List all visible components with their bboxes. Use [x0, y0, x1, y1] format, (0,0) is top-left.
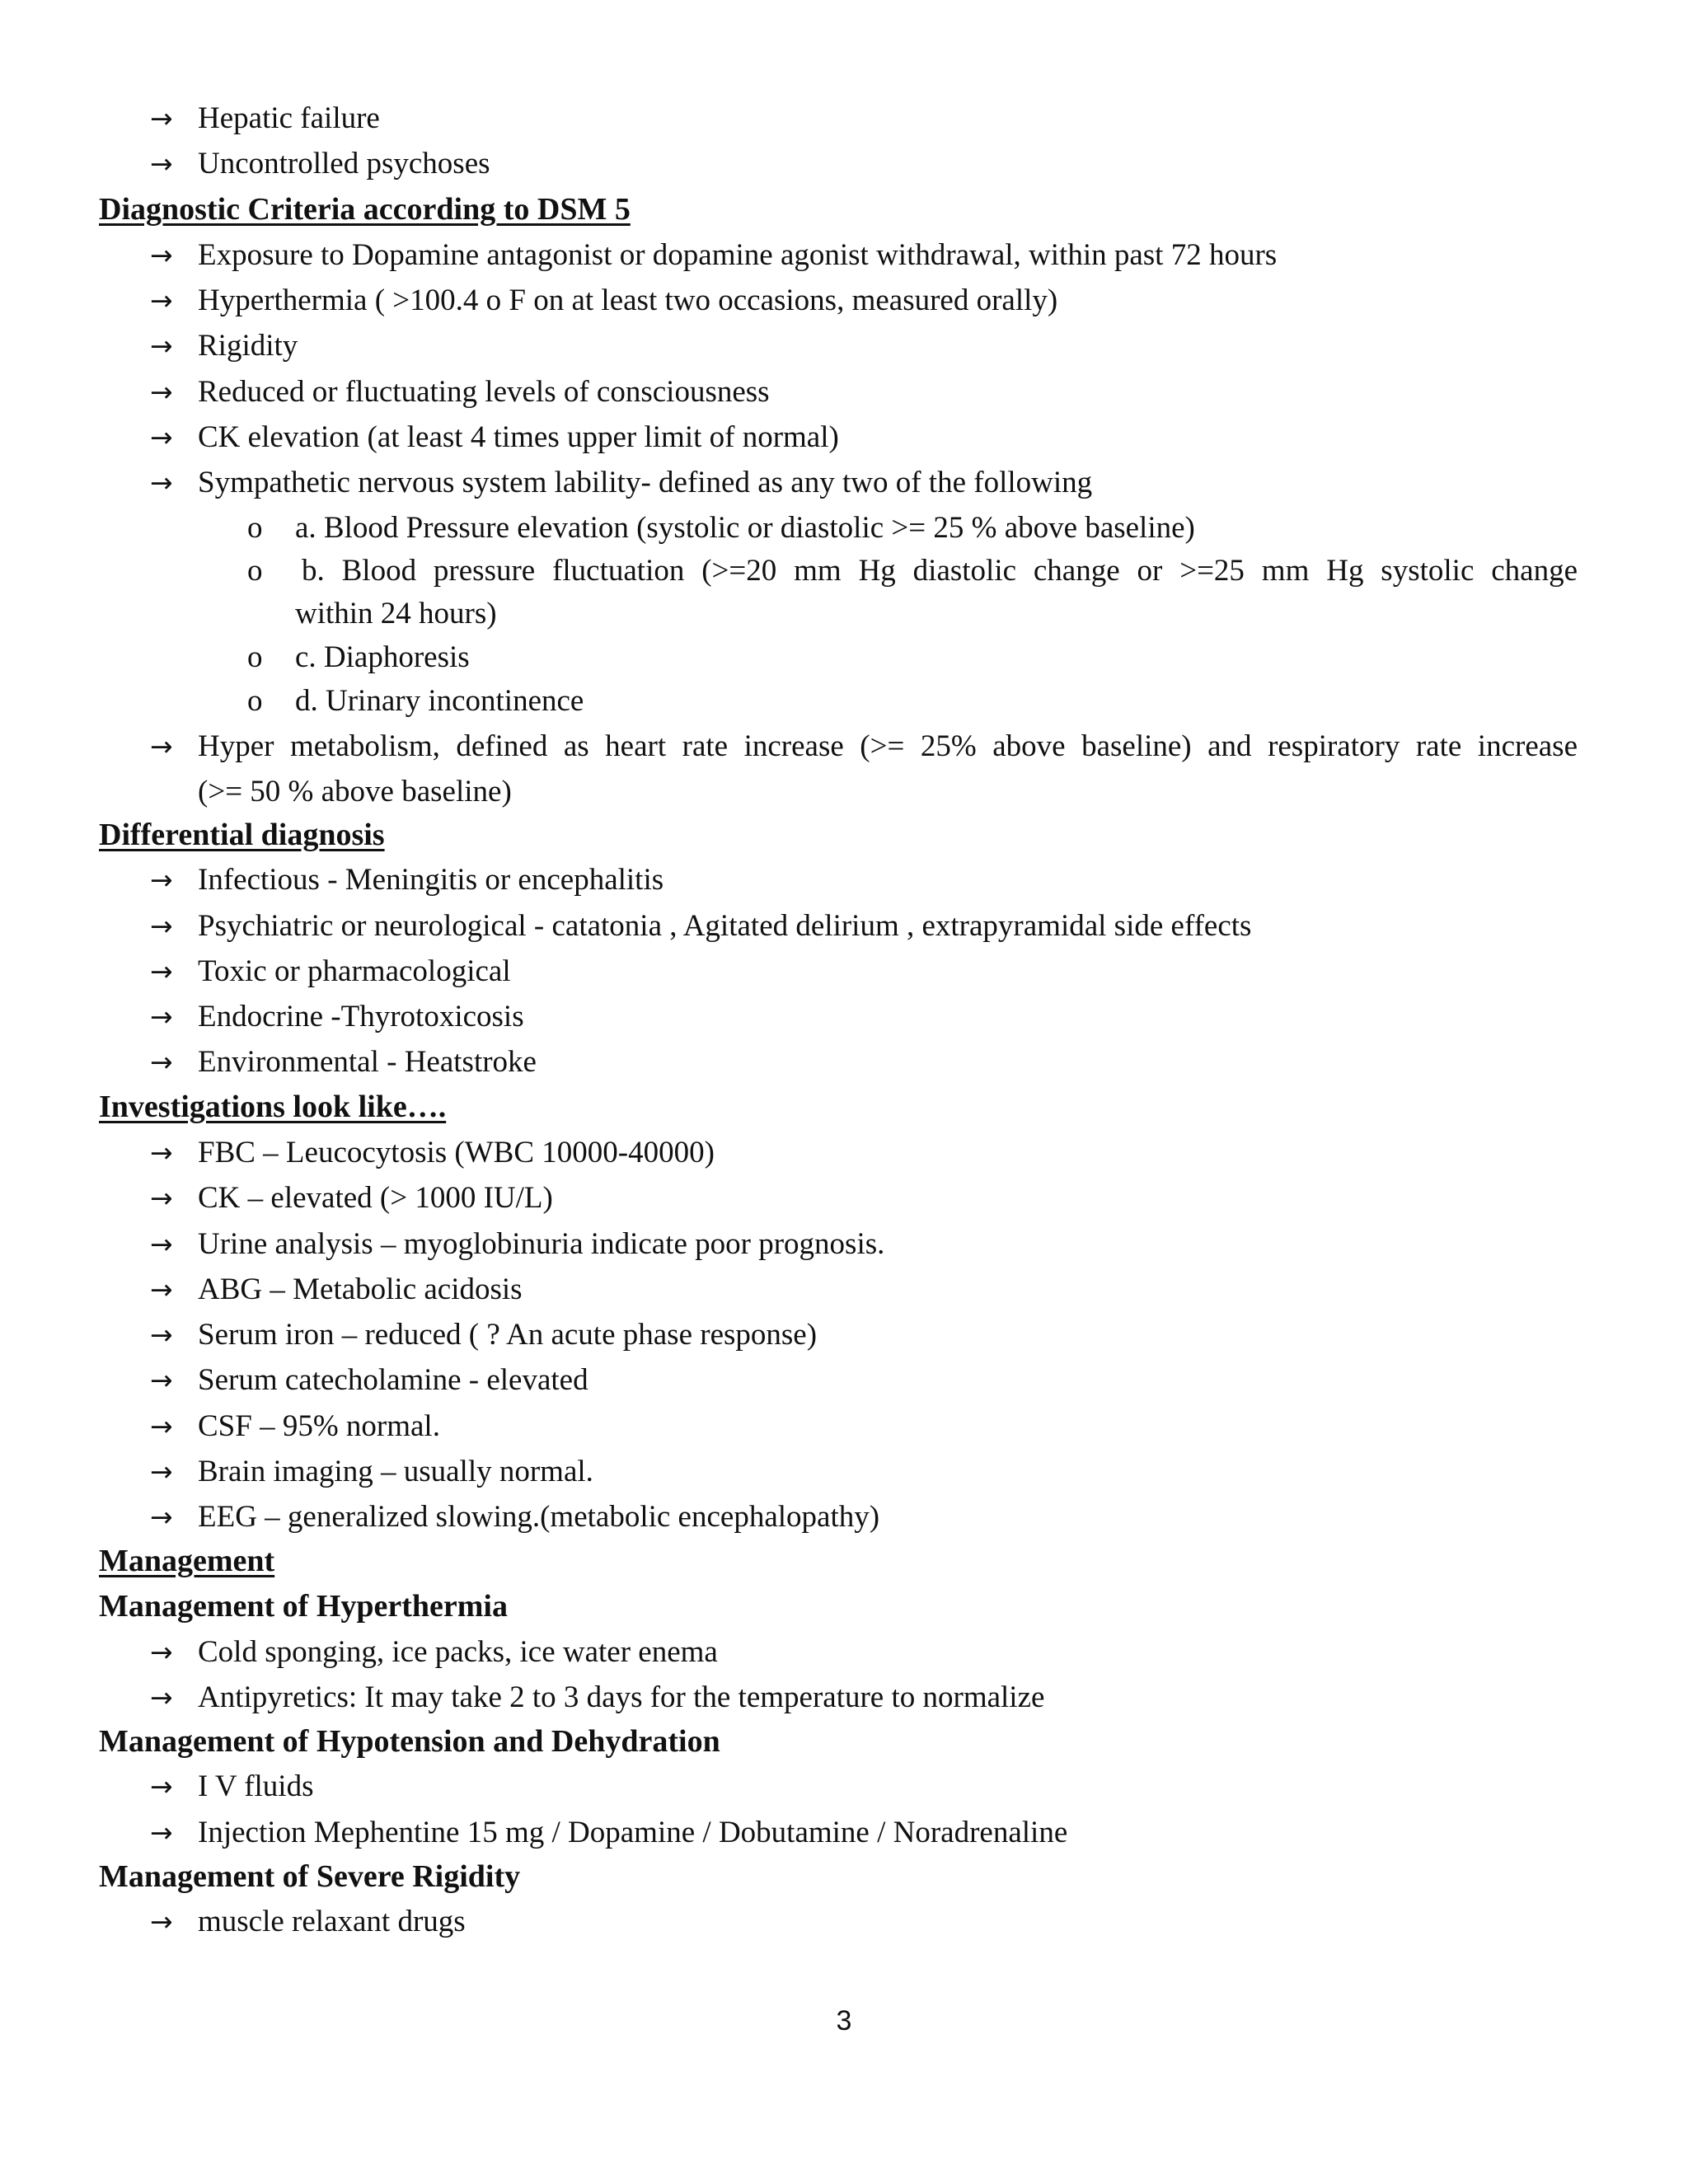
arrow-icon: → [150, 239, 173, 271]
sub-bullet-icon: o [247, 640, 263, 674]
arrow-icon: → [150, 1770, 173, 1802]
list-item: I V fluids [198, 1769, 314, 1803]
list-item: Serum catecholamine - elevated [198, 1363, 588, 1397]
arrow-icon: → [150, 376, 173, 408]
arrow-icon: → [150, 1273, 173, 1305]
arrow-icon: → [150, 1905, 173, 1938]
list-item: Serum iron – reduced ( ? An acute phase response) [198, 1318, 818, 1352]
sub-list-item: c. Diaphoresis [295, 640, 470, 674]
arrow-icon: → [150, 1137, 173, 1169]
section-heading-management: Management [99, 1544, 275, 1578]
arrow-icon: → [150, 1364, 173, 1396]
list-item: Urine analysis – myoglobinuria indicate poor prognosis. [198, 1227, 885, 1261]
arrow-icon: → [150, 1681, 173, 1713]
list-item: Toxic or pharmacological [198, 954, 511, 988]
list-item: Antipyretics: It may take 2 to 3 days for the temperature to normalize [198, 1680, 1045, 1714]
arrow-icon: → [150, 1182, 173, 1214]
arrow-icon: → [150, 102, 173, 134]
arrow-icon: → [150, 910, 173, 942]
arrow-icon: → [150, 1501, 173, 1533]
list-item: Sympathetic nervous system lability- defined as any two of the following [198, 466, 1093, 499]
arrow-icon: → [150, 1046, 173, 1078]
arrow-icon: → [150, 864, 173, 896]
list-item-continuation: (>= 50 % above baseline) [198, 775, 512, 808]
arrow-icon: → [150, 1319, 173, 1351]
list-item: EEG – generalized slowing.(metabolic encephalopathy) [198, 1500, 880, 1534]
list-item: Exposure to Dopamine antagonist or dopamine agonist withdrawal, within past 72 hours [198, 238, 1278, 272]
sub-bullet-icon: o [247, 554, 263, 588]
list-item: CK – elevated (> 1000 IU/L) [198, 1181, 553, 1215]
sub-bullet-icon: o [247, 511, 263, 545]
section-heading-differential: Differential diagnosis [99, 818, 385, 852]
list-item: Uncontrolled psychoses [198, 147, 490, 180]
arrow-icon: → [150, 421, 173, 453]
list-item: Reduced or fluctuating levels of consciousness [198, 375, 770, 409]
arrow-icon: → [150, 730, 173, 762]
list-item: Endocrine -Thyrotoxicosis [198, 1000, 524, 1033]
list-item: Hyper metabolism, defined as heart rate increase (>= 25% above baseline) and respiratory rate increase [198, 729, 1578, 763]
arrow-icon: → [150, 330, 173, 362]
list-item: FBC – Leucocytosis (WBC 10000-40000) [198, 1136, 715, 1169]
arrow-icon: → [150, 1228, 173, 1260]
sub-list-item: d. Urinary incontinence [295, 684, 584, 718]
arrow-icon: → [150, 284, 173, 316]
arrow-icon: → [150, 466, 173, 499]
list-item: Injection Mephentine 15 mg / Dopamine / Dobutamine / Noradrenaline [198, 1816, 1068, 1849]
list-item: Hepatic failure [198, 101, 380, 135]
list-item: CK elevation (at least 4 times upper limit of normal) [198, 420, 839, 454]
sub-bullet-icon: o [247, 684, 263, 718]
subheading-hyperthermia: Management of Hyperthermia [99, 1589, 508, 1624]
list-item: Infectious - Meningitis or encephalitis [198, 863, 664, 897]
arrow-icon: → [150, 955, 173, 987]
sub-list-item: b. Blood pressure fluctuation (>=20 mm Hg diastolic change or >=25 mm Hg systolic change [302, 554, 1578, 588]
list-item: Environmental - Heatstroke [198, 1045, 537, 1079]
arrow-icon: → [150, 1410, 173, 1442]
arrow-icon: → [150, 1001, 173, 1033]
sub-list-item: a. Blood Pressure elevation (systolic or diastolic >= 25 % above baseline) [295, 511, 1195, 545]
subheading-rigidity: Management of Severe Rigidity [99, 1859, 521, 1894]
page-number: 3 [836, 2005, 852, 2036]
list-item: Hyperthermia ( >100.4 o F on at least two occasions, measured orally) [198, 284, 1058, 317]
arrow-icon: → [150, 1636, 173, 1668]
sub-list-item-continuation: within 24 hours) [295, 597, 497, 630]
list-item: Rigidity [198, 329, 298, 363]
list-item: CSF – 95% normal. [198, 1409, 440, 1443]
arrow-icon: → [150, 148, 173, 180]
list-item: ABG – Metabolic acidosis [198, 1272, 523, 1306]
section-heading-diagnostic: Diagnostic Criteria according to DSM 5 [99, 192, 631, 227]
arrow-icon: → [150, 1816, 173, 1849]
subheading-hypotension: Management of Hypotension and Dehydration [99, 1724, 720, 1759]
list-item: Psychiatric or neurological - catatonia , Agitated delirium , extrapyramidal side effects [198, 909, 1252, 943]
arrow-icon: → [150, 1455, 173, 1488]
list-item: Brain imaging – usually normal. [198, 1455, 593, 1488]
list-item: Cold sponging, ice packs, ice water enema [198, 1635, 718, 1669]
section-heading-investigations: Investigations look like…. [99, 1090, 447, 1124]
list-item: muscle relaxant drugs [198, 1905, 466, 1938]
